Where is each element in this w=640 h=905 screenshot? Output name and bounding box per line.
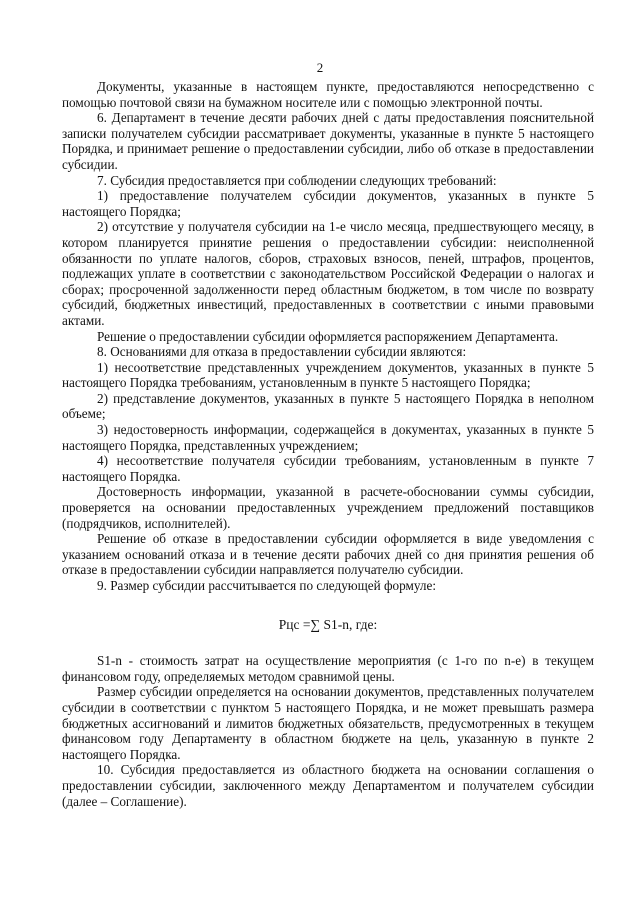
paragraph-item-8-2: 2) представление документов, указанных в пункте 5 настоящего Порядка в неполном объеме;: [62, 390, 594, 422]
document-body: [62, 79, 594, 809]
paragraph-item-8-1: 1) несоответствие представленных учреждением документов, указанных в пункте 5 настоящего Порядка требованиям, установленным в пункте 5 настоящего Порядка;: [62, 359, 594, 391]
paragraph-s1n-definition: S1-n - стоимость затрат на осуществление мероприятия (с 1-го по n-е) в текущем финансовом году, определяемых методом сравнимой цены.: [62, 653, 594, 684]
paragraph-item-9: 9. Размер субсидии рассчитывается по следующей формуле:: [97, 578, 436, 593]
paragraph-item-7: 7. Субсидия предоставляется при соблюдении следующих требований:: [97, 172, 497, 188]
paragraph-refusal-decision: Решение об отказе в предоставлении субсидии оформляется в виде уведомления с указанием оснований отказа и в течение десяти рабочих дней со дня принятия решения об отказе в предоставлении субсидии направляется получателю субсидии.: [62, 531, 594, 578]
paragraph-reliability: Достоверность информации, указанной в расчете-обосновании суммы субсидии, проверяется на основании предоставленных учреждением предложений поставщиков (подрядчиков, исполнителей).: [62, 484, 594, 531]
paragraph-item-7-2: 2) отсутствие у получателя субсидии на 1-е число месяца, предшествующего месяцу, в котором планируется принятие решения о предоставлении субсидии: неисполненной обязанности по уплате налогов, сборов, страховых взносов, пеней, штрафов, процентов, подлежащих уплате в соответствии с законодательством Российской Федерации о налогах и сборах; просроченной задолженности перед областным бюджетом, в том числе по возврату субсидий, бюджетных инвестиций, предоставленных в соответствии с иными правовыми актами.: [62, 219, 594, 328]
paragraph-subsidy-size: Размер субсидии определяется на основании документов, представленных получателем субсидии в соответствии с пунктом 5 настоящего Порядка, и не может превышать размера бюджетных ассигнований и лимитов бюджетных обязательств, предусмотренных в текущем финансовом году Департаменту в областном бюджете на цель, указанную в пункте 2 настоящего Порядка.: [62, 684, 594, 762]
paragraph-decision: Решение о предоставлении субсидии оформляется распоряжением Департамента.: [97, 328, 559, 344]
subsidy-formula: Рцс =∑ S1-n, где:: [278, 616, 378, 632]
paragraph-documents-delivery: Документы, указанные в настоящем пункте, предоставляются непосредственно с помощью почтовой связи на бумажном носителе или с помощью электронной почты.: [62, 79, 594, 110]
paragraph-item-6: 6. Департамент в течение десяти рабочих дней с даты предоставления пояснительной записки получателем субсидии рассматривает документы, указанные в пункте 5 настоящего Порядка, и принимает решение о предоставлении субсидии, либо об отказе в предоставлении субсидии.: [62, 110, 594, 172]
paragraph-item-7-1: 1) предоставление получателем субсидии документов, указанных в пункте 5 настоящего Порядка;: [62, 188, 594, 219]
paragraph-item-10: 10. Субсидия предоставляется из областного бюджета на основании соглашения о предоставлении субсидии, заключенного между Департаментом и получателем субсидии (далее – Соглашение).: [62, 762, 594, 809]
paragraph-item-8-4: 4) несоответствие получателя субсидии требованиям, установленным в пункте 7 настоящего Порядка.: [62, 453, 594, 484]
paragraph-item-8-3: 3) недостоверность информации, содержащейся в документах, указанных в пункте 5 настоящего Порядка, представленных учреждением;: [62, 422, 594, 453]
paragraph-item-8: 8. Основаниями для отказа в предоставлении субсидии являются:: [97, 344, 467, 360]
page-number: 2: [316, 60, 324, 75]
